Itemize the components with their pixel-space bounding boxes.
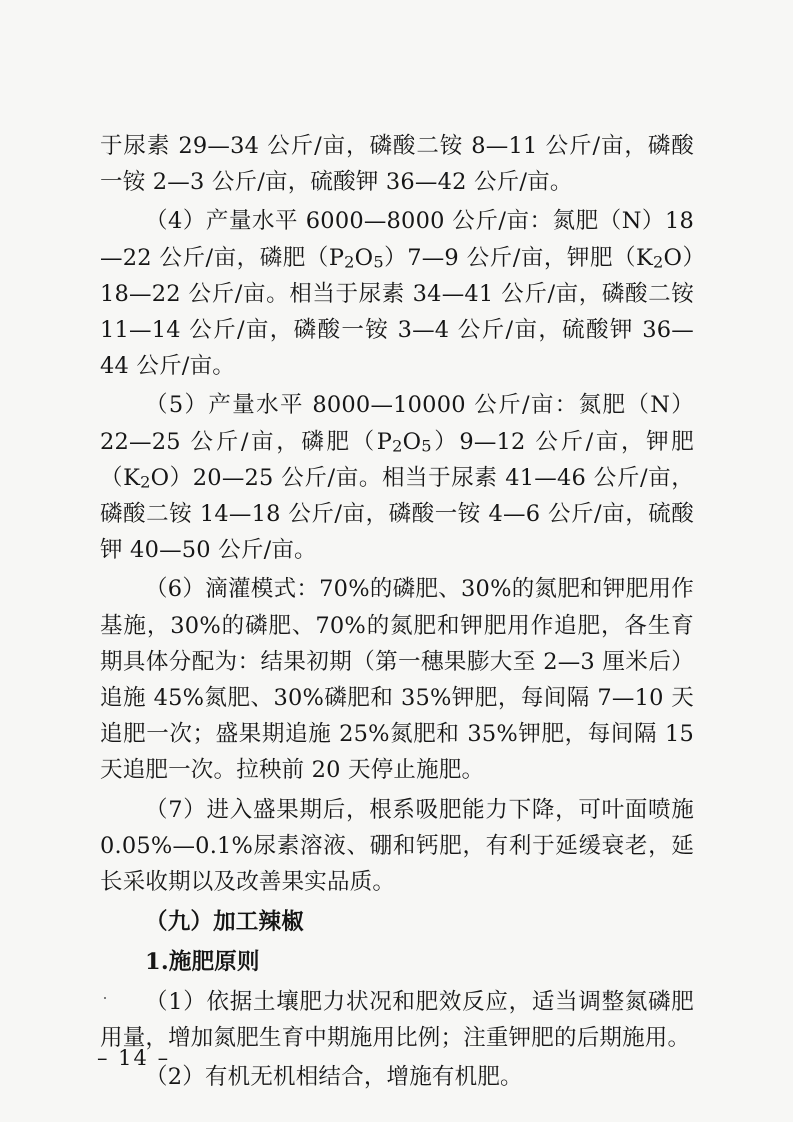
principle-item-2: （2）有机无机相结合，增施有机肥。 <box>145 1064 523 1091</box>
paragraph-yield-6000-8000: （4）产量水平 6000—8000 公斤/亩：氮肥（N）18—22 公斤/亩，磷肥$(P_2O_5)7—9$ 公斤/亩，钾肥$(K_2O)18—22$ 公斤/亩。相当于尿素 34—41 公斤/亩，磷酸二铵 11—14 公斤/亩，磷酸一铵 3—4 公斤/亩，硫酸钾 36—44 公斤/亩。 <box>100 208 694 380</box>
paragraph-drip-irrigation-mode: （6）滴灌模式：70%的磷肥、30%的氮肥和钾肥用作基施，30%的磷肥、70%的氮肥和钾肥用作追肥，各生育期具体分配为：结果初期（第一穗果膨大至 2—3 厘米后）追施 45%氮肥、30%磷肥和 35%钾肥，每间隔 7—10 天追肥一次；盛果期追施 25%氮肥和 35%钾肥，每间隔 15 天追肥一次。拉秧前 20 天停止施肥。 <box>100 576 694 784</box>
page-number: – 14 – <box>97 1046 171 1070</box>
scan-speck <box>104 997 106 999</box>
subsection-heading: 1.施肥原则 <box>145 949 260 976</box>
paragraph-full-fruiting-foliar-spray: （7）进入盛果期后，根系吸肥能力下降，可叶面喷施 0.05%—0.1%尿素溶液、硼和钙肥，有利于延缓衰老，延长采收期以及改善果实品质。 <box>100 796 694 896</box>
section-heading: （九）加工辣椒 <box>145 909 304 936</box>
principle-item-1: （1）依据土壤肥力状况和肥效反应，适当调整氮磷肥用量，增加氮肥生育中期施用比例；注重钾肥的后期施用。 <box>100 988 694 1051</box>
paragraph-yield-8000-10000: （5）产量水平 8000—10000 公斤/亩：氮肥（N）22—25 公斤/亩，磷肥$(P_2O_5)9—12$ 公斤/亩，钾肥$(K_2O)20—25$ 公斤/亩。相当于尿素 41—46 公斤/亩，磷酸二铵 14—18 公斤/亩，磷酸一铵 4—6 公斤/亩，硫酸钾 40—50 公斤/亩。 <box>100 392 694 564</box>
paragraph-urea-equivalent-continued: 于尿素 29—34 公斤/亩，磷酸二铵 8—11 公斤/亩，磷酸一铵 2—3 公斤/亩，硫酸钾 36—42 公斤/亩。 <box>100 133 694 196</box>
page-body <box>100 128 694 1095</box>
